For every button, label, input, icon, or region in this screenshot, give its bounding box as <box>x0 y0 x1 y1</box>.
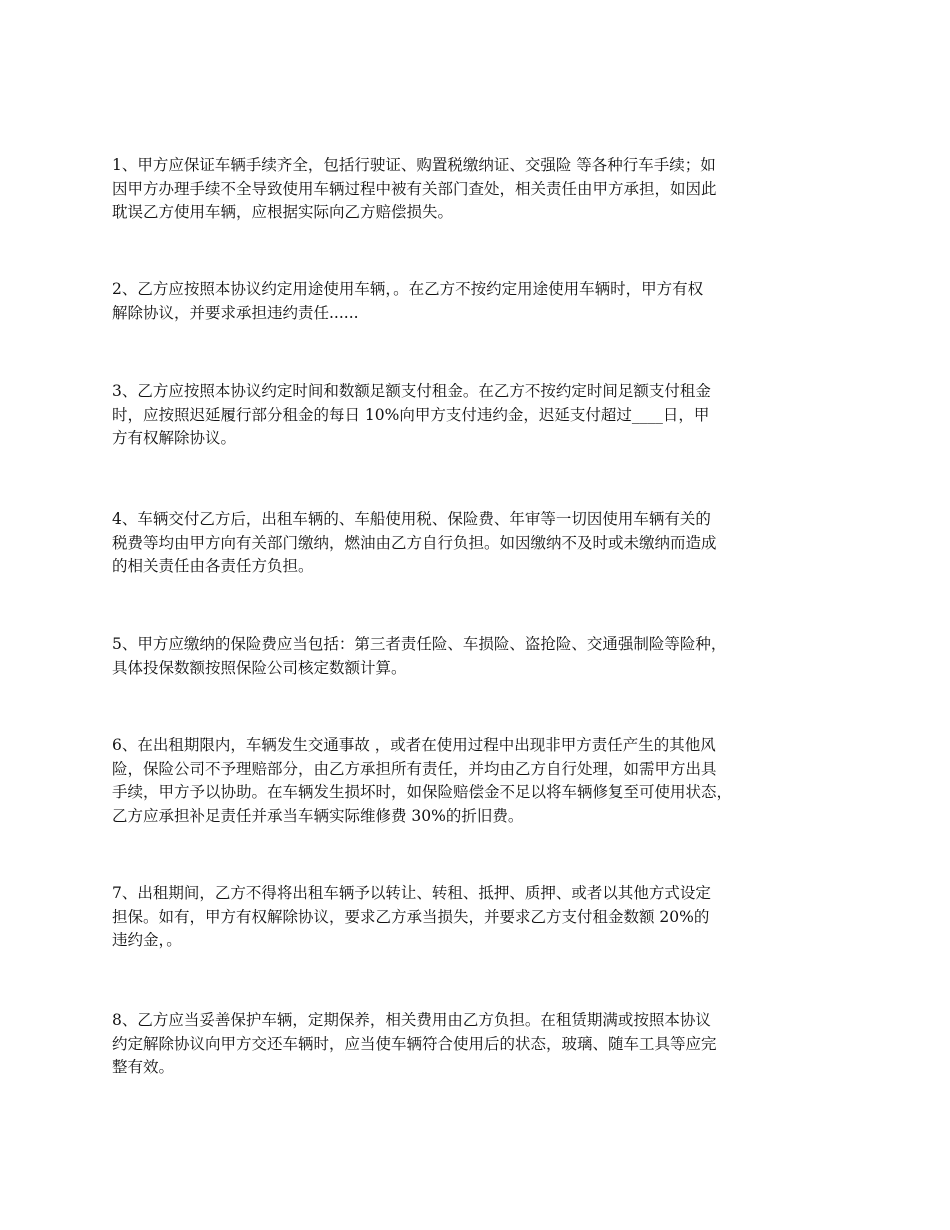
clause-1: 1、甲方应保证车辆手续齐全，包括行驶证、购置税缴纳证、交强险 等各种行车手续；如 因甲方办理手续不全导致使用车辆过程中被有关部门查处，相关责任由甲方承担，如因此 耽误乙方使用车辆，应根据实际向乙方赔偿损失。 <box>112 156 717 221</box>
clause-3: 3、乙方应按照本协议约定时间和数额足额支付租金。在乙方不按约定时间足额支付租金 时，应按照迟延履行部分租金的每日 10%向甲方支付违约金，迟延支付超过____日，甲 方有权解除协议。 <box>112 382 711 447</box>
clause-6: 6、在出租期限内，车辆发生交通事故 ，或者在使用过程中出现非甲方责任产生的其他风 险，保险公司不予理赔部分，由乙方承担所有责任，并均由乙方自行处理，如需甲方出具 手续，甲方予以协助。在车辆发生损坏时，如保险赔偿金不足以将车辆修复至可使用状态， 乙方应承担补足责任并承当车辆实际维修费 30%的折旧费。 <box>112 736 733 825</box>
clause-7: 7、出租期间，乙方不得将出租车辆予以转让、转租、抵押、质押、或者以其他方式设定 担保。如有，甲方有权解除协议，要求乙方承当损失，并要求乙方支付租金数额 20%的 违约金，。 <box>112 884 711 949</box>
clause-2: 2、乙方应按照本协议约定用途使用车辆，。在乙方不按约定用途使用车辆时，甲方有权 解除协议，并要求承担违约责任...... <box>112 280 704 322</box>
clause-8: 8、乙方应当妥善保护车辆，定期保养，相关费用由乙方负担。在租赁期满或按照本协议 约定解除协议向甲方交还车辆时，应当使车辆符合使用后的状态，玻璃、随车工具等应完 整有效。 <box>112 1011 717 1076</box>
clause-5: 5、甲方应缴纳的保险费应当包括：第三者责任险、车损险、盗抢险、交通强制险等险种， 具体投保数额按照保险公司核定数额计算。 <box>112 635 727 677</box>
clause-4: 4、车辆交付乙方后，出租车辆的、车船使用税、保险费、年审等一切因使用车辆有关的 税费等均由甲方向有关部门缴纳，燃油由乙方自行负担。如因缴纳不及时或未缴纳而造成 的相关责任由各责任方负担。 <box>112 510 717 575</box>
